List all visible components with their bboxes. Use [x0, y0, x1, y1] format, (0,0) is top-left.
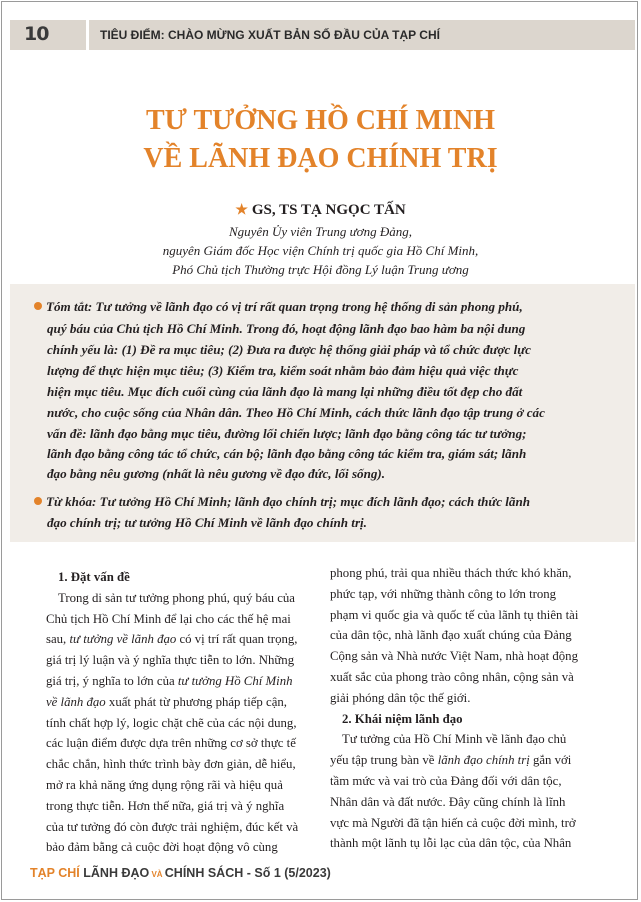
body-line: mở ra khả năng ứng dụng rộng rãi và hiệu quả: [46, 777, 283, 792]
abstract-line: nước, cho cuộc sống của Nhân dân. Theo Hồ Chí Minh, cách thức lãnh đạo tập trung ở các: [47, 405, 545, 420]
body-line: tính chất hợp lý, logic chặt chẽ của các nội dung,: [46, 715, 297, 730]
body-line: bảo đảm bằng cả cuộc đời hoạt động vô cùng: [46, 840, 278, 855]
body-line: các luận điểm được dựa trên những cơ sở thực tế: [46, 736, 296, 751]
abstract-line: quý báu của Chủ tịch Hồ Chí Minh. Trong đó, hoạt động lãnh đạo bao hàm ba nội dung: [47, 321, 526, 336]
article-title-line-2: VỀ LÃNH ĐẠO CHÍNH TRỊ: [143, 143, 498, 174]
running-header: [10, 20, 635, 50]
body-line: tầm mức và vai trò của Đảng đối với dân tộc,: [330, 773, 562, 788]
body-line: chắc chắn, hình thức trình bày đơn giản, dễ hiểu,: [46, 757, 296, 772]
section-heading: 2. Khái niệm lãnh đạo: [342, 711, 463, 726]
keywords-line: đạo chính trị; tư tưởng Hồ Chí Minh về lãnh đạo chính trị.: [47, 515, 367, 530]
affiliation-line-3: Phó Chủ tịch Thường trực Hội đồng Lý luận Trung ương: [172, 262, 469, 277]
author-name: GS, TS TẠ NGỌC TẤN: [251, 202, 406, 218]
body-line: thành một lãnh tụ lỗi lạc của dân tộc, của Nhân: [330, 836, 572, 851]
body-line: trong thực tiễn. Hơn thế nữa, giá trị và ý nghĩa: [46, 798, 285, 813]
keywords-line: Từ khóa: Tư tưởng Hồ Chí Minh; lãnh đạo chính trị; mục đích lãnh đạo; cách thức lãnh: [34, 494, 594, 510]
body-left-column: [46, 567, 298, 858]
abstract-line: hiện mục tiêu. Mục đích cuối cùng của lãnh đạo là mang lại những điều tốt đẹp cho đất: [47, 384, 523, 399]
body-line: giải phóng dân tộc thế giới.: [330, 690, 471, 705]
body-line: phạm vi quốc gia và quốc tế của lãnh tụ thiên tài: [330, 607, 579, 622]
author-line: [0, 202, 641, 219]
affiliation-line-1: Nguyên Ủy viên Trung ương Đảng,: [228, 224, 412, 239]
abstract-line: lãnh đạo bằng công tác tổ chức, cán bộ; lãnh đạo bằng công tác kiểm tra, giám sát; lãnh: [47, 446, 527, 461]
abstract-line: vấn đề: lãnh đạo bằng mục tiêu, đường lối chiến lược; lãnh đạo bằng công tác tư tưởng;: [47, 426, 527, 441]
body-line: phong phú, trải qua nhiều thách thức khó khăn,: [330, 566, 572, 580]
journal-footer: TẠP CHÍ LÃNH ĐẠO VÀ CHÍNH SÁCH - Số 1 (5/2023): [30, 866, 331, 880]
body-line: về lãnh đạo xuất phát từ phương pháp tiếp cận,: [46, 694, 287, 709]
article-title-line-1: TƯ TƯỞNG HỒ CHÍ MINH: [146, 105, 495, 136]
body-line: Trong di sản tư tưởng phong phú, quý báu của: [58, 590, 295, 605]
abstract-line: đạo bằng nêu gương (nhất là nêu gương về đạo đức, lối sống).: [47, 466, 386, 481]
body-line: phức tạp, với những thành công to lớn trong: [330, 586, 557, 601]
body-line: Tư tưởng của Hồ Chí Minh về lãnh đạo chủ: [342, 732, 567, 747]
affiliation-line-2: nguyên Giám đốc Học viện Chính trị quốc gia Hồ Chí Minh,: [162, 243, 479, 258]
page-number: 10: [24, 23, 49, 45]
bullet-icon: [34, 497, 42, 505]
section-title: TIÊU ĐIỂM: CHÀO MỪNG XUẤT BẢN SỐ ĐẦU CỦA TẠP CHÍ: [100, 28, 440, 42]
body-line: của tư tưởng đó còn được trải nghiệm, đúc kết và: [46, 819, 299, 834]
body-line: Cộng sản và Nhà nước Việt Nam, nhà hoạt động: [330, 649, 578, 664]
body-right-column: [330, 563, 578, 854]
section-heading: 1. Đặt vấn đề: [58, 570, 130, 584]
abstract-line: Tóm tắt: Tư tưởng về lãnh đạo có vị trí rất quan trọng trong hệ thống di sản phong phú,: [34, 299, 594, 315]
body-line: vực mà Người đã tận hiến cả cuộc đời mình, trở: [330, 815, 576, 830]
bullet-icon: [34, 302, 42, 310]
abstract-line: chính yếu là: (1) Đề ra mục tiêu; (2) Đưa ra được hệ thống giải pháp và tổ chức được lực: [47, 342, 531, 357]
star-icon: ★: [235, 203, 248, 218]
body-line: xuất sắc của phong trào công nhân, cộng sản và: [330, 669, 574, 684]
body-line: giá trị, ý nghĩa to lớn của tư tưởng Hồ Chí Minh: [46, 673, 293, 688]
body-line: Nhân dân và đất nước. Đây cũng chính là lĩnh: [330, 794, 566, 809]
body-line: sau, tư tưởng về lãnh đạo có vị trí rất quan trọng,: [46, 632, 298, 647]
body-line: yếu tập trung bàn về lãnh đạo chính trị gắn với: [330, 753, 572, 768]
abstract-line: lượng để thực hiện mục tiêu; (3) Kiểm tra, kiểm soát nhằm bảo đảm hiệu quả việc thực: [47, 363, 519, 378]
body-line: giá trị lý luận và ý nghĩa thực tiễn to lớn. Những: [46, 653, 295, 668]
body-line: Chủ tịch Hồ Chí Minh để lại cho các thế hệ mai: [46, 611, 291, 626]
header-divider: [86, 20, 89, 50]
body-line: của dân tộc, nhà lãnh đạo xuất chúng của Đảng: [330, 628, 572, 643]
